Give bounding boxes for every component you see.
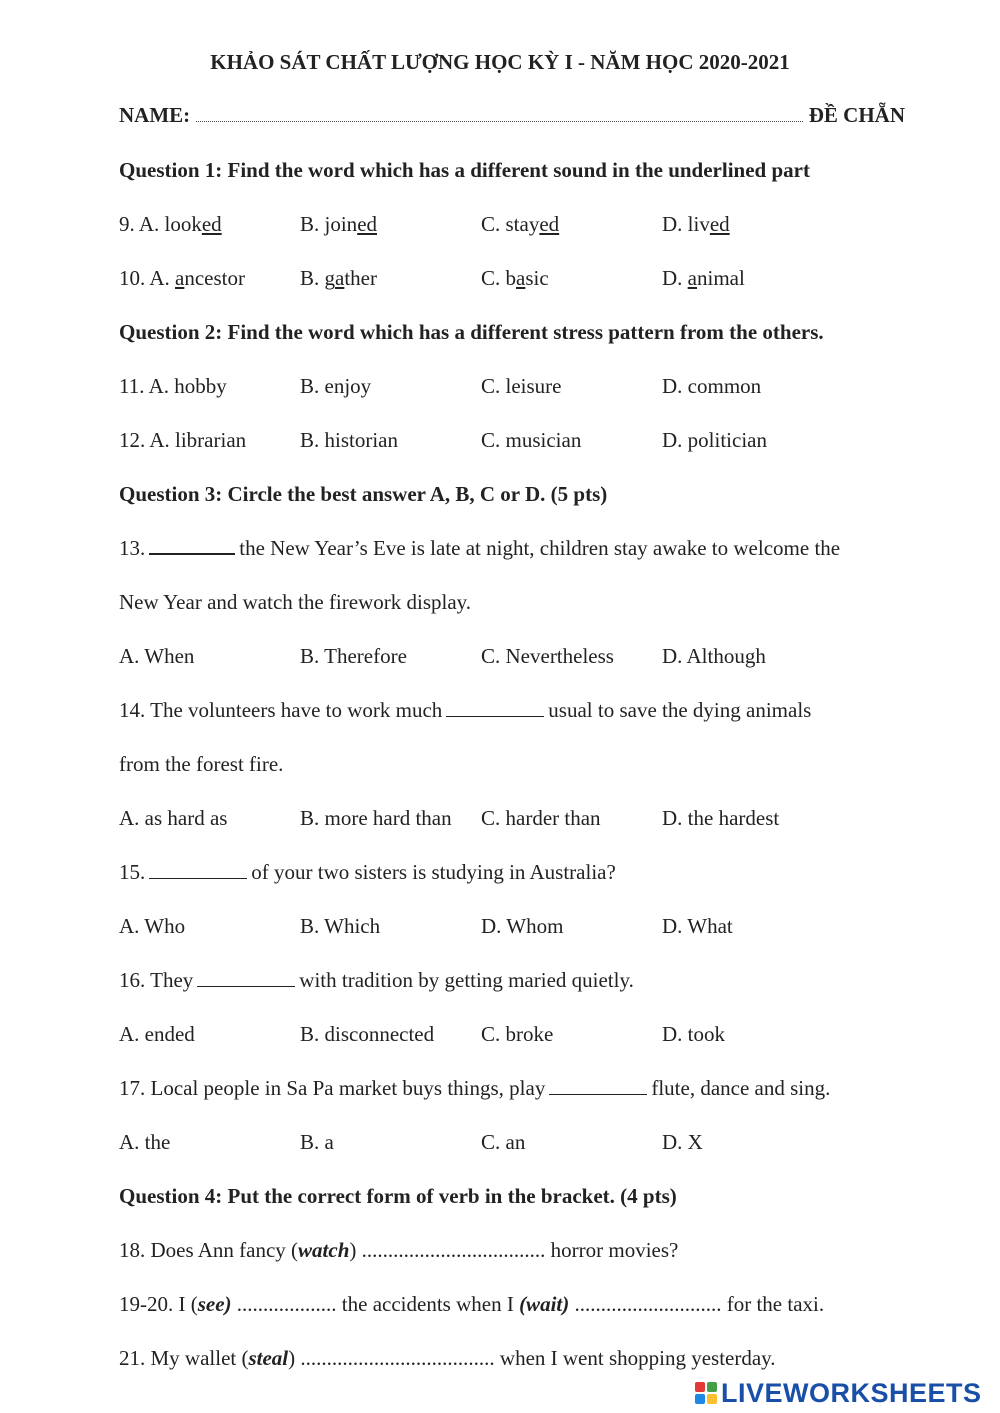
question-2-heading: Question 2: Find the word which has a different stress pattern from the others. — [119, 320, 824, 344]
q21-text-b[interactable]: ) ..................................... when I went shopping yesterday. — [288, 1346, 776, 1370]
q9-d-underlined: ed — [709, 212, 730, 236]
q14-option-d[interactable]: D. the hardest — [662, 806, 780, 830]
q12-a-text: A. librarian — [149, 428, 247, 452]
q13-text-a: the New Year’s Eve is late at night, children stay awake to welcome the — [239, 536, 841, 560]
q10-d-pre: D. — [662, 266, 688, 290]
q9-b-text: B. join — [300, 212, 358, 236]
q17-text-a2: flute, dance and sing. — [651, 1076, 831, 1100]
q19-20-text-b[interactable]: ................... the accidents when I — [231, 1292, 520, 1316]
q11-a-text: A. hobby — [148, 374, 227, 398]
logo-text: LIVEWORKSHEETS — [721, 1377, 982, 1408]
q10-c-pre: C. b — [481, 266, 517, 290]
q14-text-a2: usual to save the dying animals — [548, 698, 812, 722]
q10-a-post: ncestor — [184, 266, 245, 290]
q11-option-a[interactable] — [119, 373, 227, 399]
q12-option-d[interactable]: D. politician — [662, 428, 767, 452]
q10-a-underlined: a — [175, 266, 185, 290]
q19-20-text-a: 19-20. I ( — [119, 1292, 198, 1316]
q12-option-b[interactable]: B. historian — [300, 428, 398, 452]
q10-option-d[interactable] — [662, 265, 745, 291]
q10-c-post: sic — [525, 266, 549, 290]
name-row — [119, 102, 905, 128]
q18-line — [119, 1237, 930, 1263]
q10-b-underlined: a — [335, 266, 345, 290]
q9-b-underlined: ed — [357, 212, 378, 236]
q13-option-a[interactable]: A. When — [119, 644, 195, 668]
q19-20-verb-2: (wait) — [519, 1292, 570, 1316]
q10-option-a[interactable] — [119, 265, 245, 291]
q9-option-c[interactable] — [481, 211, 559, 237]
q18-text-a: 18. Does Ann fancy ( — [119, 1238, 299, 1262]
q12-option-a[interactable] — [119, 427, 246, 453]
q10-b-post: ther — [344, 266, 377, 290]
q9-option-d[interactable] — [662, 211, 730, 237]
q19-20-line — [119, 1291, 930, 1317]
q16-option-a[interactable]: A. ended — [119, 1022, 195, 1046]
q12-number: 12. — [119, 428, 146, 452]
name-blank[interactable] — [196, 120, 803, 122]
q17-option-b[interactable]: B. a — [300, 1130, 334, 1154]
q17-option-c[interactable]: C. an — [481, 1130, 526, 1154]
question-1-heading: Question 1: Find the word which has a different sound in the underlined part — [119, 158, 810, 182]
q16-blank[interactable] — [197, 968, 295, 987]
q11-option-b[interactable]: B. enjoy — [300, 374, 372, 398]
q15-option-c[interactable]: D. Whom — [481, 914, 564, 938]
q15-text-line — [119, 859, 930, 885]
logo-square-yellow — [707, 1394, 717, 1404]
q17-text-a: 17. Local people in Sa Pa market buys things, play — [119, 1076, 546, 1100]
question-4-heading: Question 4: Put the correct form of verb in the bracket. (4 pts) — [119, 1184, 677, 1208]
q10-number: 10. — [119, 266, 146, 290]
q15-text: of your two sisters is studying in Australia? — [251, 860, 616, 884]
q13-blank[interactable] — [149, 535, 235, 555]
logo-mark-icon — [695, 1382, 717, 1404]
q9-a-text: A. look — [138, 212, 202, 236]
q17-option-d[interactable]: D. X — [662, 1130, 703, 1154]
q13-number: 13. — [119, 536, 146, 560]
question-3-heading: Question 3: Circle the best answer A, B, C or D. (5 pts) — [119, 482, 608, 506]
q16-option-d[interactable]: D. took — [662, 1022, 725, 1046]
page-title: KHẢO SÁT CHẤT LƯỢNG HỌC KỲ I - NĂM HỌC 2020-2021 — [210, 50, 790, 74]
q14-option-b[interactable]: B. more hard than — [300, 806, 452, 830]
q13-text-line-2: New Year and watch the firework display. — [119, 590, 472, 614]
q16-text-line — [119, 967, 930, 993]
liveworksheets-logo — [695, 1377, 982, 1409]
q10-c-underlined: a — [516, 266, 526, 290]
q19-20-text-c[interactable]: ............................ for the taxi. — [569, 1292, 825, 1316]
q9-c-underlined: ed — [539, 212, 560, 236]
q11-option-d[interactable]: D. common — [662, 374, 762, 398]
q14-text-a: 14. The volunteers have to work much — [119, 698, 443, 722]
q13-text-line-1 — [119, 535, 930, 561]
q9-c-text: C. stay — [481, 212, 540, 236]
q18-text-b[interactable]: ) ................................... horror movies? — [349, 1238, 679, 1262]
q17-blank[interactable] — [549, 1076, 647, 1095]
q16-text-a2: with tradition by getting maried quietly. — [299, 968, 634, 992]
q14-option-c[interactable]: C. harder than — [481, 806, 601, 830]
q9-a-underlined: ed — [201, 212, 222, 236]
logo-square-green — [707, 1382, 717, 1392]
q15-option-a[interactable]: A. Who — [119, 914, 186, 938]
q12-option-c[interactable]: C. musician — [481, 428, 582, 452]
q16-option-b[interactable]: B. disconnected — [300, 1022, 435, 1046]
logo-square-red — [695, 1382, 705, 1392]
q9-option-a[interactable] — [119, 211, 222, 237]
logo-square-blue — [695, 1394, 705, 1404]
q10-a-pre: A. — [149, 266, 176, 290]
q11-option-c[interactable]: C. leisure — [481, 374, 562, 398]
q21-line — [119, 1345, 930, 1371]
q19-20-verb-1: see) — [197, 1292, 232, 1316]
q11-number: 11. — [119, 374, 145, 398]
q15-number: 15. — [119, 860, 146, 884]
q9-d-text: D. liv — [662, 212, 710, 236]
q10-b-pre: B. g — [300, 266, 336, 290]
q21-text-a: 21. My wallet ( — [119, 1346, 249, 1370]
q16-text-a: 16. They — [119, 968, 194, 992]
q14-text-line-2: from the forest fire. — [119, 752, 284, 776]
q10-d-underlined: a — [687, 266, 697, 290]
q15-option-d[interactable]: D. What — [662, 914, 733, 938]
q9-option-b[interactable] — [300, 211, 377, 237]
q21-verb: steal — [248, 1346, 289, 1370]
q14-option-a[interactable]: A. as hard as — [119, 806, 228, 830]
q14-blank[interactable] — [446, 698, 544, 717]
q13-option-b[interactable]: B. Therefore — [300, 644, 407, 668]
q17-option-a[interactable]: A. the — [119, 1130, 171, 1154]
exam-version: ĐỀ CHẴN — [808, 103, 905, 127]
q10-d-post: nimal — [697, 266, 745, 290]
q13-option-d[interactable]: D. Although — [662, 644, 766, 668]
q14-text-line-1 — [119, 697, 930, 723]
q17-text-line — [119, 1075, 930, 1101]
q13-option-c[interactable]: C. Nevertheless — [481, 644, 614, 668]
q18-verb: watch — [298, 1238, 350, 1262]
q16-option-c[interactable]: C. broke — [481, 1022, 554, 1046]
q15-blank[interactable] — [149, 860, 247, 879]
q9-number: 9. — [119, 212, 135, 236]
q15-option-b[interactable]: B. Which — [300, 914, 381, 938]
q10-option-c[interactable] — [481, 265, 549, 291]
q10-option-b[interactable] — [300, 265, 377, 291]
name-label: NAME: — [119, 103, 191, 127]
